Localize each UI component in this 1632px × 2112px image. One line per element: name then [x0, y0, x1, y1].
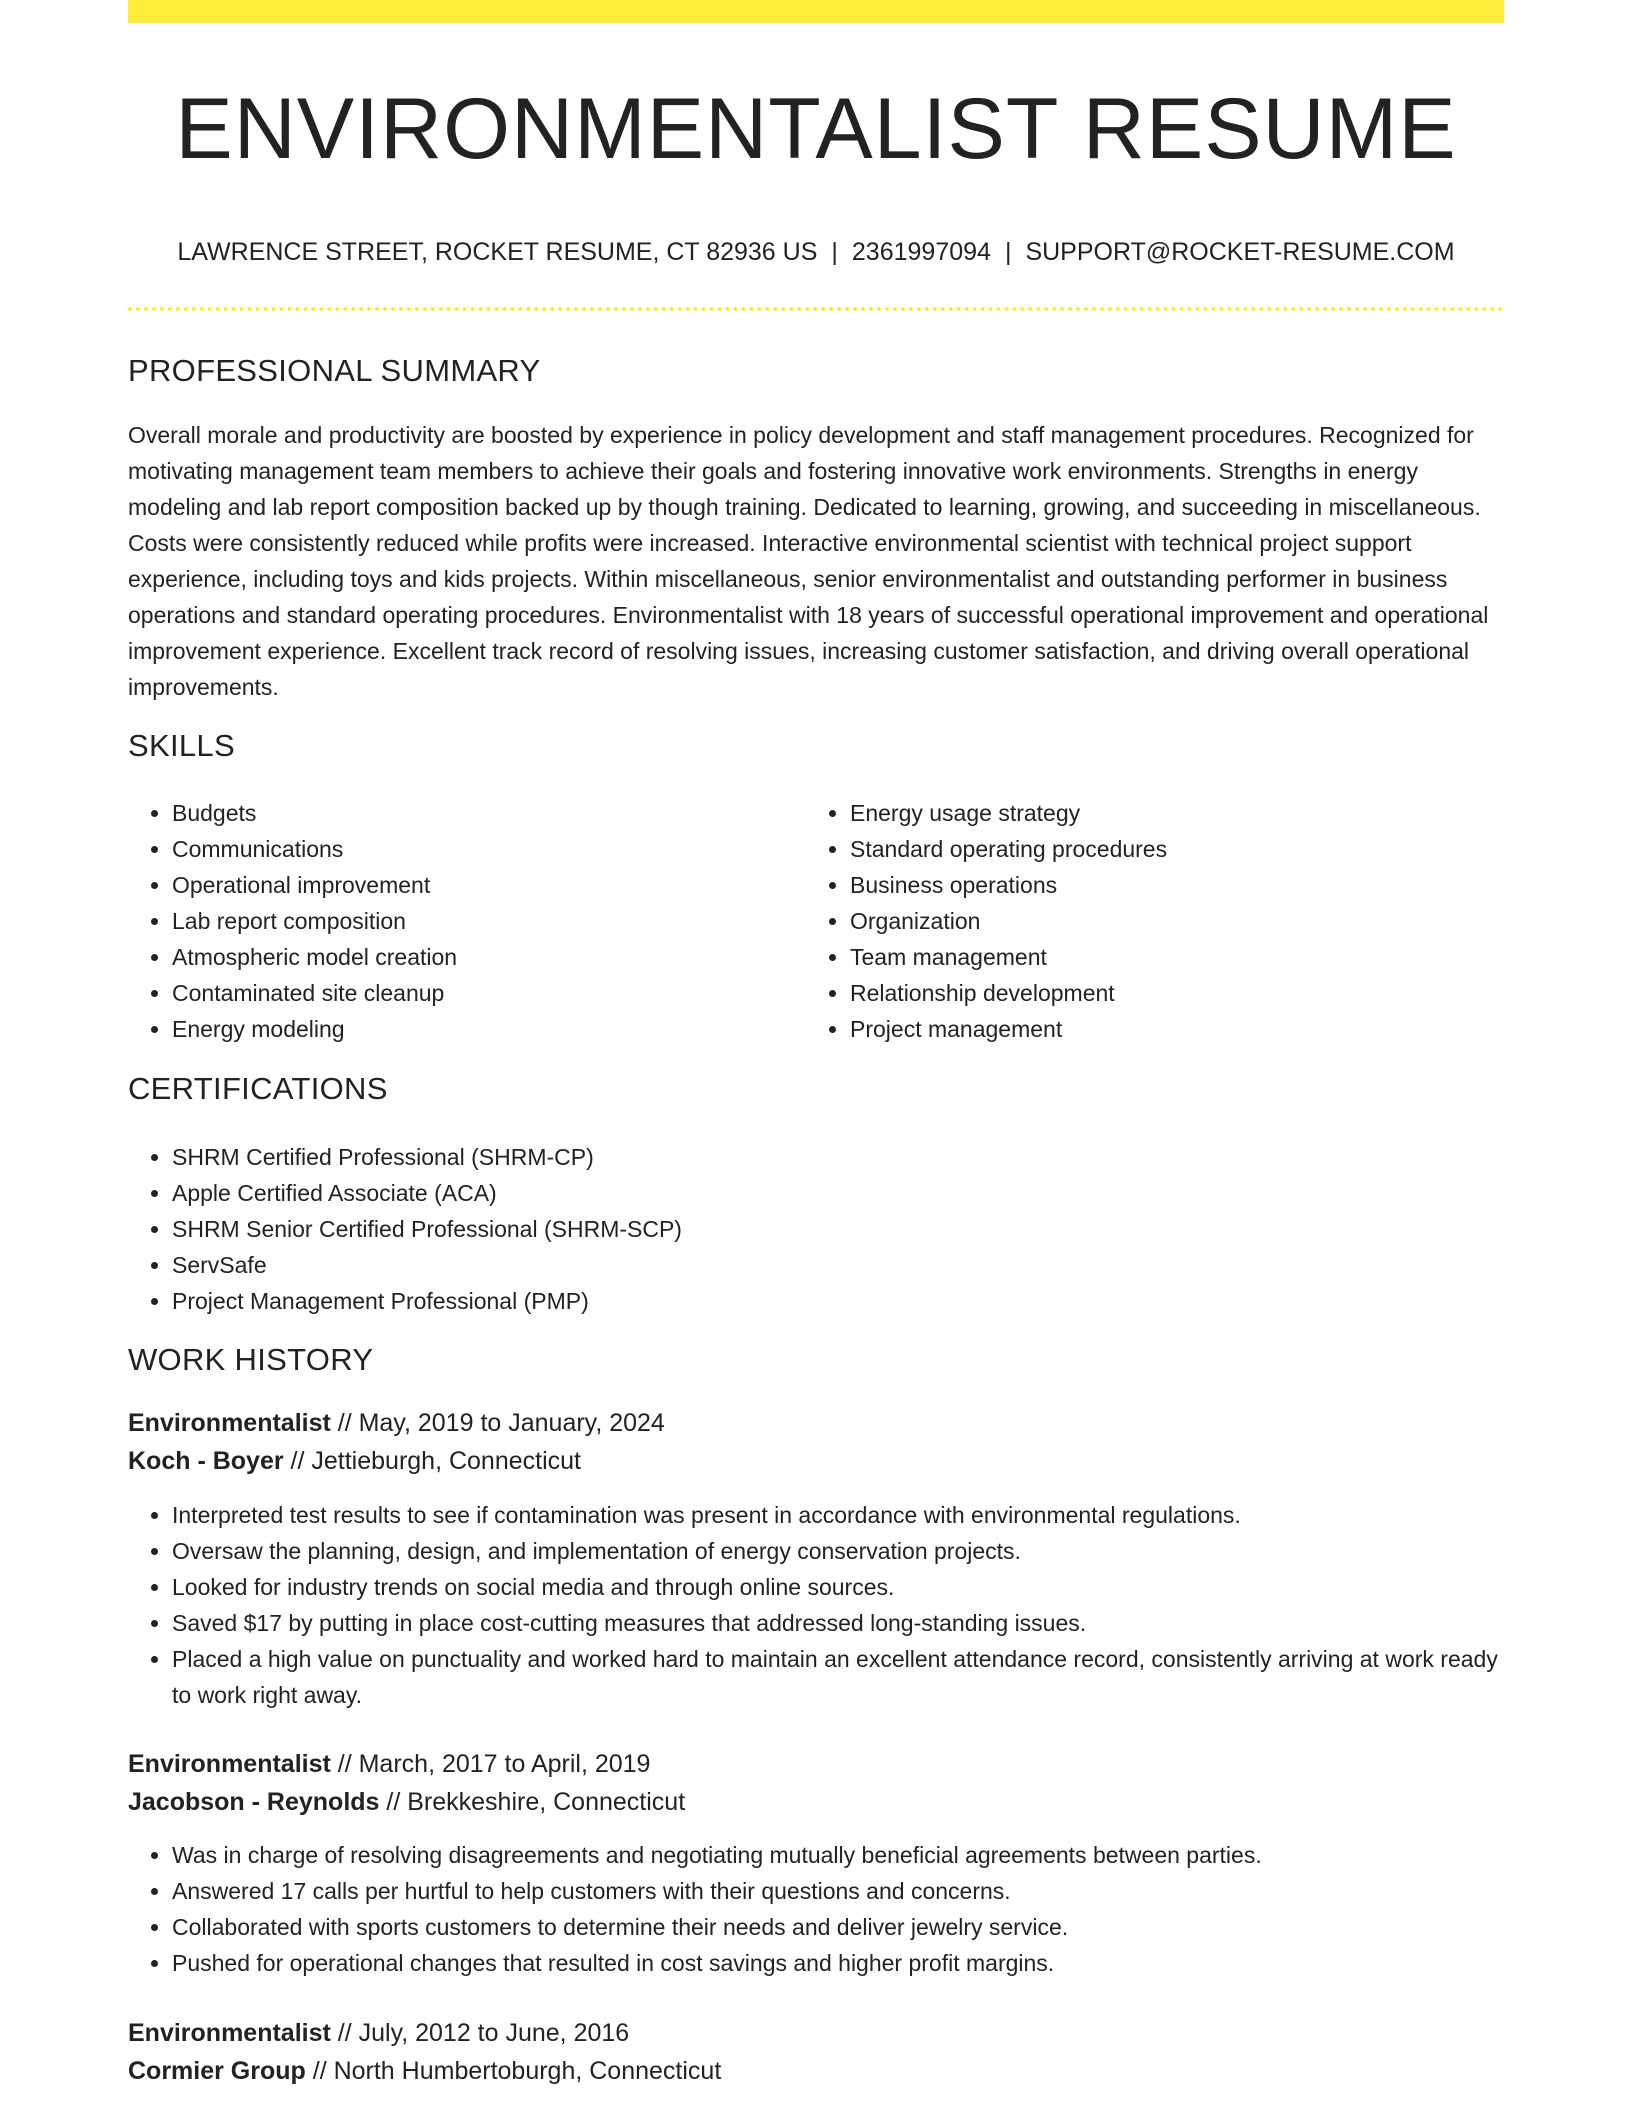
certifications-heading: CERTIFICATIONS [128, 1071, 388, 1106]
job-location: // North Humbertoburgh, Connecticut [305, 2057, 722, 2085]
job-dates: // March, 2017 to April, 2019 [330, 1750, 651, 1778]
job-title: Environmentalist [128, 1750, 331, 1778]
job-duty: • Was in charge of resolving disagreements and negotiating mutually beneficial agreements between parties. [172, 1837, 1504, 1873]
accent-top-bar [128, 0, 1504, 23]
skill-item: • Budgets [172, 795, 788, 831]
contact-phone: 2361997094 [851, 238, 991, 266]
skill-item: • Energy modeling [172, 1011, 788, 1047]
job-title: Environmentalist [128, 1409, 331, 1437]
skills-column-right [806, 795, 1486, 1047]
certification-item: • ServSafe [172, 1247, 1128, 1283]
dotted-divider [128, 307, 1504, 311]
summary-paragraph: Overall morale and productivity are boosted by experience in policy development and staff management procedures. Recognized for motivating management team members to achieve their goals and fostering innovative work environments. Strengths in energy modeling and lab report composition backed up by though training. Dedicated to learning, growing, and succeeding in miscellaneous. Costs were consistently reduced while profits were increased. Interactive environmental scientist with technical project support experience, including toys and kids projects. Within miscellaneous, senior environmentalist and outstanding performer in business operations and standard operating procedures. Environmentalist with 18 years of successful operational improvement and operational improvement experience. Excellent track record of resolving issues, increasing customer satisfaction, and driving overall operational improvements. [128, 422, 1489, 700]
skill-item: • Atmospheric model creation [172, 939, 788, 975]
contact-line [128, 238, 1504, 267]
job-company: Jacobson - Reynolds [128, 1788, 380, 1816]
job-duty: • Placed a high value on punctuality and worked hard to maintain an excellent attendance record, consistently arriving at work ready to work right away. [172, 1641, 1504, 1713]
skills-column-left [128, 795, 788, 1047]
job-duty: • Answered 17 calls per hurtful to help customers with their questions and concerns. [172, 1873, 1504, 1909]
resume-title: ENVIRONMENTALIST RESUME [175, 81, 1457, 177]
job-company: Koch - Boyer [128, 1447, 284, 1475]
job-location: // Jettieburgh, Connecticut [283, 1447, 581, 1475]
job-company: Cormier Group [128, 2057, 306, 2085]
job-title: Environmentalist [128, 2019, 331, 2047]
skills-heading: SKILLS [128, 728, 235, 763]
job-duties-list [128, 1837, 1504, 1981]
certification-item: • SHRM Certified Professional (SHRM-CP) [172, 1139, 1128, 1175]
skill-item: • Lab report composition [172, 903, 788, 939]
skill-item: • Energy usage strategy [850, 795, 1486, 831]
contact-separator: | [1004, 238, 1012, 266]
skill-item: • Standard operating procedures [850, 831, 1486, 867]
certification-item: • Apple Certified Associate (ACA) [172, 1175, 1128, 1211]
summary-heading: PROFESSIONAL SUMMARY [128, 353, 541, 388]
job-company-line [128, 2052, 721, 2090]
certification-item: • SHRM Senior Certified Professional (SHRM-SCP) [172, 1211, 1128, 1247]
job-dates: // May, 2019 to January, 2024 [330, 1409, 665, 1437]
job-duties-list [128, 1497, 1504, 1713]
skill-item: • Operational improvement [172, 867, 788, 903]
job-dates: // July, 2012 to June, 2016 [330, 2019, 630, 2047]
skill-item: • Communications [172, 831, 788, 867]
skill-item: • Contaminated site cleanup [172, 975, 788, 1011]
job-duty: • Oversaw the planning, design, and implementation of energy conservation projects. [172, 1533, 1504, 1569]
skill-item: • Organization [850, 903, 1486, 939]
skill-item: • Relationship development [850, 975, 1486, 1011]
job-duty: • Collaborated with sports customers to determine their needs and deliver jewelry service. [172, 1909, 1504, 1945]
skill-item: • Team management [850, 939, 1486, 975]
job-duty: • Interpreted test results to see if contamination was present in accordance with environmental regulations. [172, 1497, 1504, 1533]
contact-address: LAWRENCE STREET, ROCKET RESUME, CT 82936 US [177, 238, 818, 266]
skill-item: • Project management [850, 1011, 1486, 1047]
job-title-line [128, 1745, 650, 1783]
contact-email: SUPPORT@ROCKET-RESUME.COM [1025, 238, 1455, 266]
job-company-line [128, 1783, 685, 1821]
skill-item: • Business operations [850, 867, 1486, 903]
contact-separator: | [831, 238, 838, 266]
job-title-line [128, 2014, 629, 2052]
work-history-heading: WORK HISTORY [128, 1342, 374, 1377]
job-duty: • Pushed for operational changes that resulted in cost savings and higher profit margins. [172, 1945, 1504, 1981]
certifications-list [128, 1139, 1128, 1319]
certification-item: • Project Management Professional (PMP) [172, 1283, 1128, 1319]
job-duty: • Saved $17 by putting in place cost-cutting measures that addressed long-standing issues. [172, 1605, 1504, 1641]
job-title-line [128, 1404, 665, 1442]
job-company-line [128, 1442, 581, 1480]
job-location: // Brekkeshire, Connecticut [379, 1788, 686, 1816]
job-duty: • Looked for industry trends on social media and through online sources. [172, 1569, 1504, 1605]
